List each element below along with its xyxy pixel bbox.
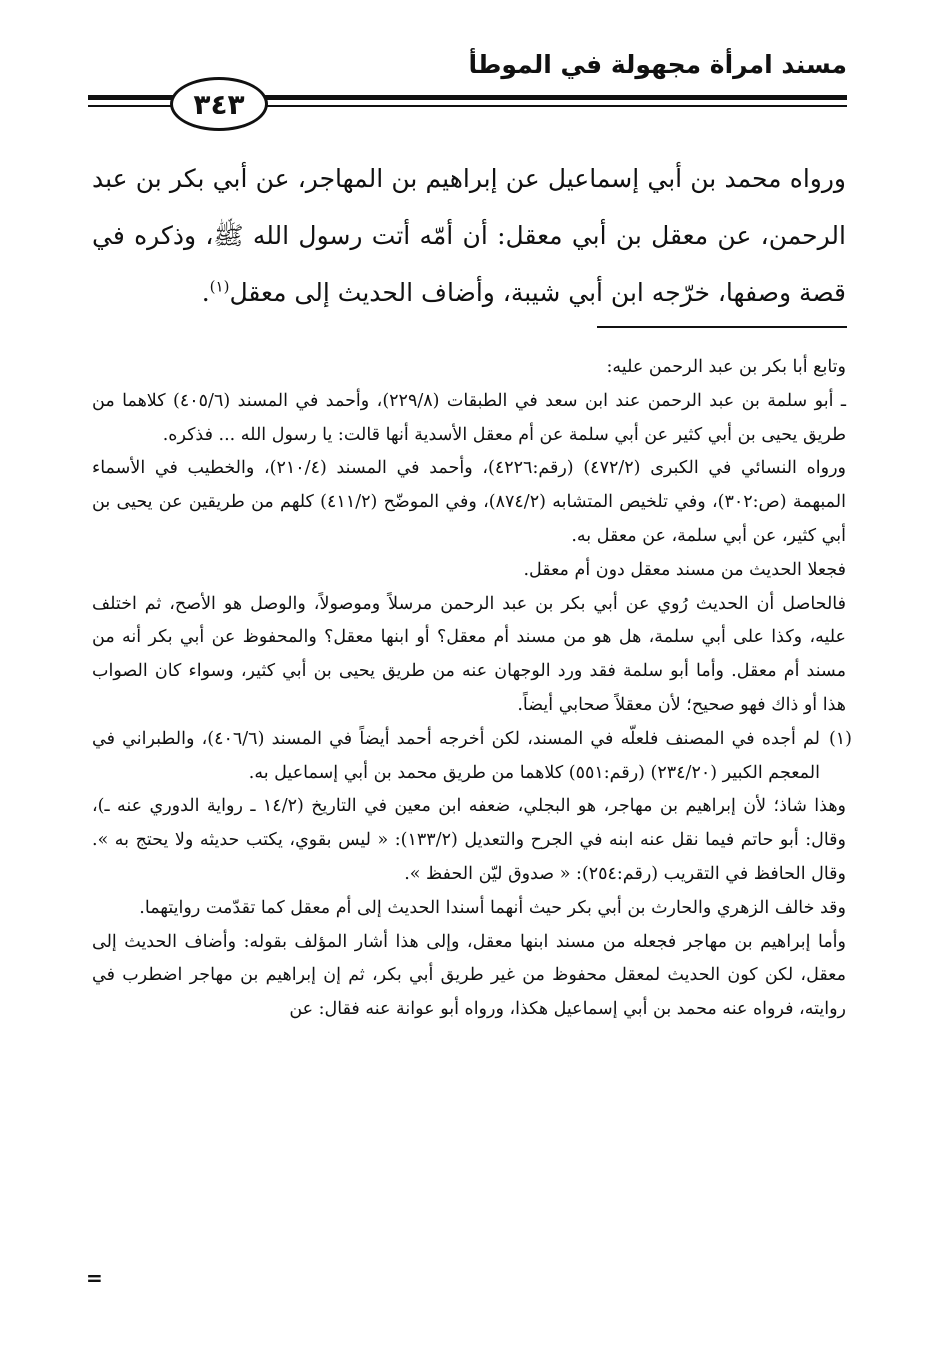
footnote-line: وأما إبراهيم بن مهاجر فجعله من مسند ابنها معقل، وإلى هذا أشار المؤلف بقوله: وأضاف الحديث إلى معقل، لكن كون الحديث لمعقل محفوظ من غير طريق أبي بكر، ثم إن إبراهيم بن مهاجر اضطرب في روايته، فرواه عنه محمد بن أبي إسماعيل هكذا، ورواه أبو عوانة عنه فقال: عن [92, 931, 846, 1020]
main-paragraph [92, 150, 846, 321]
footnote-line: وتابع أبا بكر بن عبد الرحمن عليه: [606, 357, 846, 377]
footnote-line: ـ أبو سلمة بن عبد الرحمن عند ابن سعد في الطبقات (٢٢٩/٨)، وأحمد في المسند (٤٠٥/٦) كلاهما من طريق يحيى بن أبي كثير عن أبي سلمة عن أم معقل الأسدية أنها قالت: يا رسول الله ... فذكره. [92, 390, 846, 445]
running-title: مسند امرأة مجهولة في الموطأ [468, 50, 847, 79]
main-paragraph-text: ورواه محمد بن أبي إسماعيل عن إبراهيم بن المهاجر، عن أبي بكر بن عبد الرحمن، عن معقل بن أبي معقل: أن أمّه أتت رسول الله ﷺ، وذكره في قصة وصفها، خرّجه ابن أبي شيبة، وأضاف الحديث إلى معقل [92, 164, 846, 307]
page-number: ٣٤٣ [170, 77, 268, 131]
footnote-line: وهذا شاذ؛ لأن إبراهيم بن مهاجر، هو البجلي، ضعفه ابن معين في التاريخ (١٤/٢ ـ رواية الدوري عنه ـ)، وقال: أبو حاتم فيما نقل عنه ابنه في الجرح والتعديل (١٣٣/٢): « ليس بقوي، يكتب حديثه ولا يحتج به ». وقال الحافظ في التقريب (رقم:٢٥٤): « صدوق ليّن الحفظ ». [92, 796, 847, 884]
footnotes [92, 351, 852, 1027]
main-paragraph-end: . [201, 278, 210, 307]
footnote-line: فالحاصل أن الحديث رُوي عن أبي بكر بن عبد الرحمن مرسلاً وموصولاً، والوصل هو الأصح، ثم اختلف عليه، وكذا على أبي سلمة، هل هو من مسند أم معقل؟ أو ابنها معقل؟ والمحفوظ عن أبي بكر أنه من مسند أم معقل. وأما أبو سلمة فقد ورد الوجهان عنه من طريق يحيى بن أبي كثير، وسواء كان الصواب هذا أو ذاك فهو صحيح؛ لأن معقلاً صحابي أيضاً. [92, 593, 846, 715]
footnote-line: وقد خالف الزهري والحارث بن أبي بكر حيث أنهما أسندا الحديث إلى أم معقل كما تقدّمت روايتهما. [139, 897, 846, 918]
footnote-separator [597, 326, 847, 328]
continuation-mark: = [86, 1266, 103, 1290]
footnote-1-text: لم أجده في المصنف فلعلّه في المسند، لكن أخرجه أحمد أيضاً في المسند (٤٠٦/٦)، والطبراني في المعجم الكبير (٢٣٤/٢٠) (رقم:٥٥١) كلاهما من طريق محمد بن أبي إسماعيل به. [92, 728, 820, 783]
footnote-line: فجعلا الحديث من مسند معقل دون أم معقل. [523, 559, 846, 580]
main-text [92, 150, 846, 321]
footnote-1 [92, 723, 852, 791]
footnote-line: ورواه النسائي في الكبرى (٤٧٢/٢) (رقم:٤٢٢٦)، وأحمد في المسند (٢١٠/٤)، والخطيب في الأسماء المبهمة (ص:٣٠٢)، وفي تلخيص المتشابه (٨٧٤/٢)، وفي الموضّح (٤١١/٢) كلهم من طريقين عن يحيى بن أبي كثير، عن أبي سلمة، عن معقل به. [92, 458, 846, 546]
footnote-reference: (١) [209, 277, 230, 296]
footnote-1-marker: (١) [828, 728, 852, 749]
